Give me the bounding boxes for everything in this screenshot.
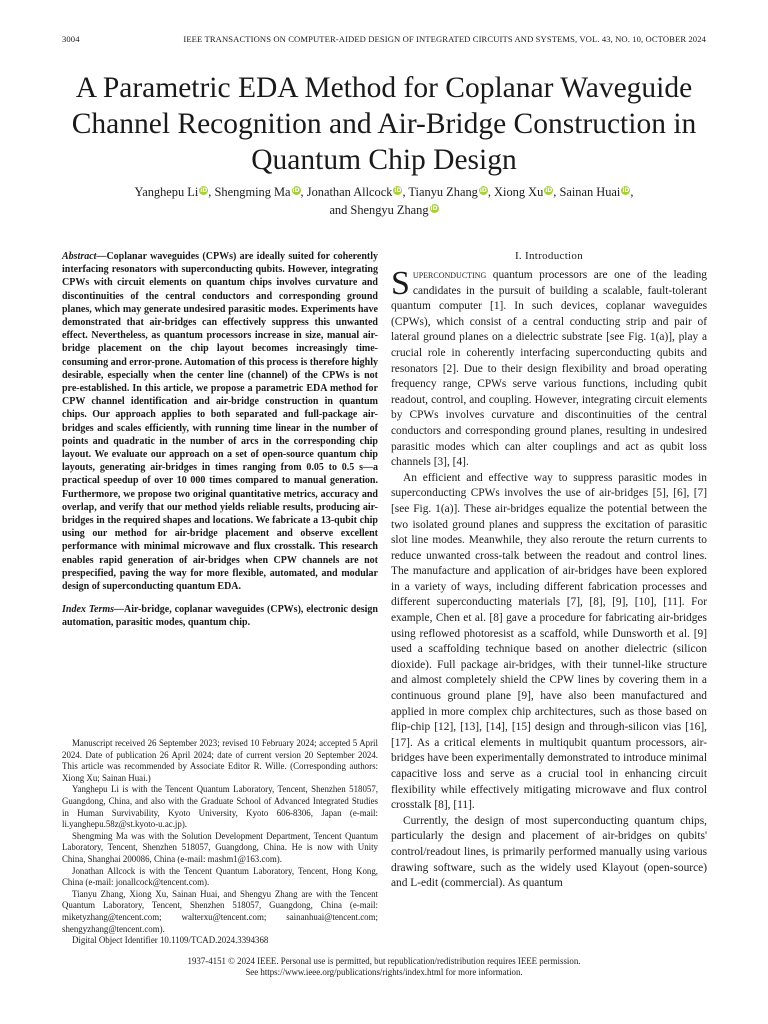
author-name: Xiong Xu xyxy=(494,185,544,199)
index-terms xyxy=(62,603,378,629)
journal-name: IEEE TRANSACTIONS ON COMPUTER-AIDED DESIGN OF INTEGRATED CIRCUITS AND SYSTEMS, VOL. 43, NO. 10, OCTOBER 2024 xyxy=(183,34,706,44)
introduction-body xyxy=(391,265,707,892)
intro-paragraph-1 xyxy=(391,265,707,471)
intro-paragraph-1-text: quantum processors are one of the leading candidates in the pursuit of building a scalable, fault-tolerant quantum computer [1]. In such devices, coplanar waveguides (CPWs), which consist of a central conducting strip and pair of lateral ground planes on a dielectric substrate [see Fig. 1(a)], play a crucial role in coherently interfacing superconducting qubits and resonators [2]. Due to their design flexibility and broad operating frequency range, CPWs serve various functions, including qubit readout, control, and coupling. However, integrating circuit elements by CPWs involves curvature and discontinuities of the central conductors and corresponding ground planes, resulting in undesired parasitic modes which can alter couplings and act as qubit loss channels [3], [4]. xyxy=(391,269,707,469)
paper-title: A Parametric EDA Method for Coplanar Waveguide Channel Recognition and Air-Bridge Construction in Quantum Chip Design xyxy=(71,72,697,176)
copyright-line-2[interactable]: See https://www.ieee.org/publications/rights/index.html for more information. xyxy=(245,967,523,978)
author-name: Jonathan Allcock xyxy=(306,185,393,199)
abstract-text: Coplanar waveguides (CPWs) are ideally suited for coherently interfacing resonators with superconducting qubits. However, integrating CPWs with circuit elements on quantum chips involves curvature and discontinuities of the central conductors and corresponding ground planes, which may generate undesired parasitic modes. Experiments have demonstrated that air-bridges can effectively suppress this unwanted effect. Nevertheless, as quantum processors increase in size, manual air-bridge placement on the chip layout becomes increasingly time-consuming and error-prone. Automation of this process is therefore highly desirable, especially when the center line (channel) of the CPWs is not pre-established. In this article, we propose a parametric EDA method for CPW channel identification and air-bridge construction in quantum chips. Our approach applies to both separated and full-package air-bridges and scales efficiently, with running time linear in the number of points and quadratic in the number of arcs in the corresponding chip layout. We evaluate our approach on a set of open-source quantum chip layouts, generating air-bridges in times ranging from 0.05 to 0.5 s—a practical speedup of over 10 000 times compared to manual generation. Furthermore, we propose two original quantitative metrics, accuracy and overlap, and verify that our method yields reliable results, producing air-bridges in the required shapes and locations. We fabricate a 13-qubit chip using our method for air-bridge placement and observe excellent performance with minimal microwave and flux crosstalk. This research enables rapid generation of air-bridges when CPW channels are not prespecified, paving the way for more flexible, automated, and modular design of superconducting quantum EDA. xyxy=(62,251,378,593)
section-heading-introduction: I. Introduction xyxy=(514,250,584,262)
copyright-notice xyxy=(40,956,728,979)
footnote-author-li: Yanghepu Li is with the Tencent Quantum Laboratory, Tencent, Shenzhen 518057, Guangdong, China, and also with the Graduate School of Advanced Integrated Studies in Human Survivability, Kyoto University, Kyoto 606-8306, Japan (e-mail: li.yanghepu.58z@st.kyoto-u.ac.jp). xyxy=(62,784,378,830)
drop-cap: S xyxy=(391,265,410,302)
author-line-2 xyxy=(60,201,708,219)
running-head xyxy=(62,34,706,46)
orcid-icon[interactable]: iD xyxy=(622,187,630,194)
footnote-author-allcock: Jonathan Allcock is with the Tencent Quantum Laboratory, Tencent, Hong Kong, China (e-mail: jonallcock@tencent.com). xyxy=(62,865,378,888)
index-terms-text: Air-bridge, coplanar waveguides (CPWs), electronic design automation, parasitic modes, quantum chip. xyxy=(62,604,378,629)
intro-paragraph-2: An efficient and effective way to suppress parasitic modes in superconducting CPWs involves the use of air-bridges [5], [6], [7] [see Fig. 1(a)]. These air-bridges equalize the potential between the two isolated ground planes and suppress the excitation of parasitic slot line modes. Meanwhile, they also reroute the return currents to reduce unwanted cross-talk between the readout and control lines. The manufacture and application of air-bridges have been explored in a variety of ways, including different fabrication processes and different superconducting materials [7], [8], [9], [10], [11]. For example, Chen et al. [8] gave a procedure for fabricating air-bridges using reflowed photoresist as a scaffold, while Dunsworth et al. [9] used a scaffolding technique based on another dielectric (silicon dioxide). Full package air-bridges, with their tunnel-like structure and almost completely shield the CPW lines by covering them in a continuous ground plane [9], have also been manufactured and applied in more complex chip architectures, such as those based on flip-chip [12], [13], [14], [15] design and through-silicon vias [16], [17]. As a critical elements in multiqubit quantum processors, air-bridges have been experimentally demonstrated to introduce minimal capacitive loss and serve as a crucial tool in enhancing circuit flexibility while effectively mitigating microwave and flux control crosstalk [8], [11]. xyxy=(391,471,707,812)
page-number: 3004 xyxy=(62,34,80,44)
index-terms-label: Index Terms— xyxy=(62,604,125,616)
footnotes xyxy=(62,738,378,947)
orcid-icon[interactable]: iD xyxy=(479,187,487,194)
orcid-icon[interactable]: iD xyxy=(394,187,402,194)
right-column xyxy=(391,250,707,892)
abstract-label: Abstract— xyxy=(62,251,107,262)
footnote-author-ma: Shengming Ma was with the Solution Development Department, Tencent Quantum Laboratory, Tencent, Shenzhen 518057, Guangdong, China. He is now with Unity China, Shanghai 200086, China (e-mail: mashm1@163.com). xyxy=(62,830,378,864)
footnote-manuscript: Manuscript received 26 September 2023; revised 10 February 2024; accepted 5 April 2024. Date of publication 26 April 2024; date of current version 20 September 2024. This article was recommended by Associate Editor R. Wille. (Corresponding authors: Xiong Xu; Sainan Huai.) xyxy=(62,738,378,783)
author-name: Tianyu Zhang xyxy=(408,185,478,199)
left-column xyxy=(62,250,378,630)
orcid-icon[interactable]: iD xyxy=(430,205,438,212)
abstract xyxy=(62,250,378,593)
author-line-1 xyxy=(60,183,708,201)
authors-text-1: Yanghepu Li iD, Shengming Ma iD, Jonathan Allcock iD, Tianyu Zhang iD, Xiong Xu iD, Sainan Huai iD, xyxy=(134,185,634,199)
footnote-doi[interactable]: Digital Object Identifier 10.1109/TCAD.2024.3394368 xyxy=(72,935,269,946)
orcid-icon[interactable]: iD xyxy=(545,187,553,194)
footnote-authors-others: Tianyu Zhang, Xiong Xu, Sainan Huai, and Shengyu Zhang are with the Tencent Quantum Laboratory, Tencent, Shenzhen 518057, Guangdong, China (e-mail: miketyzhang@tencent.com; walterxu@tencent.com; sainanhuai@tencent.com; shengyzhang@tencent.com). xyxy=(62,888,378,934)
orcid-icon[interactable]: iD xyxy=(292,187,300,194)
author-name: Sainan Huai xyxy=(559,185,621,199)
authors-text-2: and Shengyu Zhang xyxy=(329,203,429,217)
copyright-line-1: 1937-4151 © 2024 IEEE. Personal use is permitted, but republication/redistribution requires IEEE permission. xyxy=(187,956,581,966)
author-list xyxy=(60,183,708,219)
author-name: Shengming Ma xyxy=(214,185,291,199)
lead-word: uperconducting xyxy=(412,269,487,281)
intro-paragraph-3: Currently, the design of most superconducting quantum chips, particularly the design and placement of air-bridges on qubits' control/readout lines, is primarily performed manually using various drawing software, such as the widely used Klayout (open-source) and L-edit (commercial). As quantum xyxy=(391,814,707,890)
orcid-icon[interactable]: iD xyxy=(200,187,208,194)
author-name: Yanghepu Li xyxy=(134,185,199,199)
